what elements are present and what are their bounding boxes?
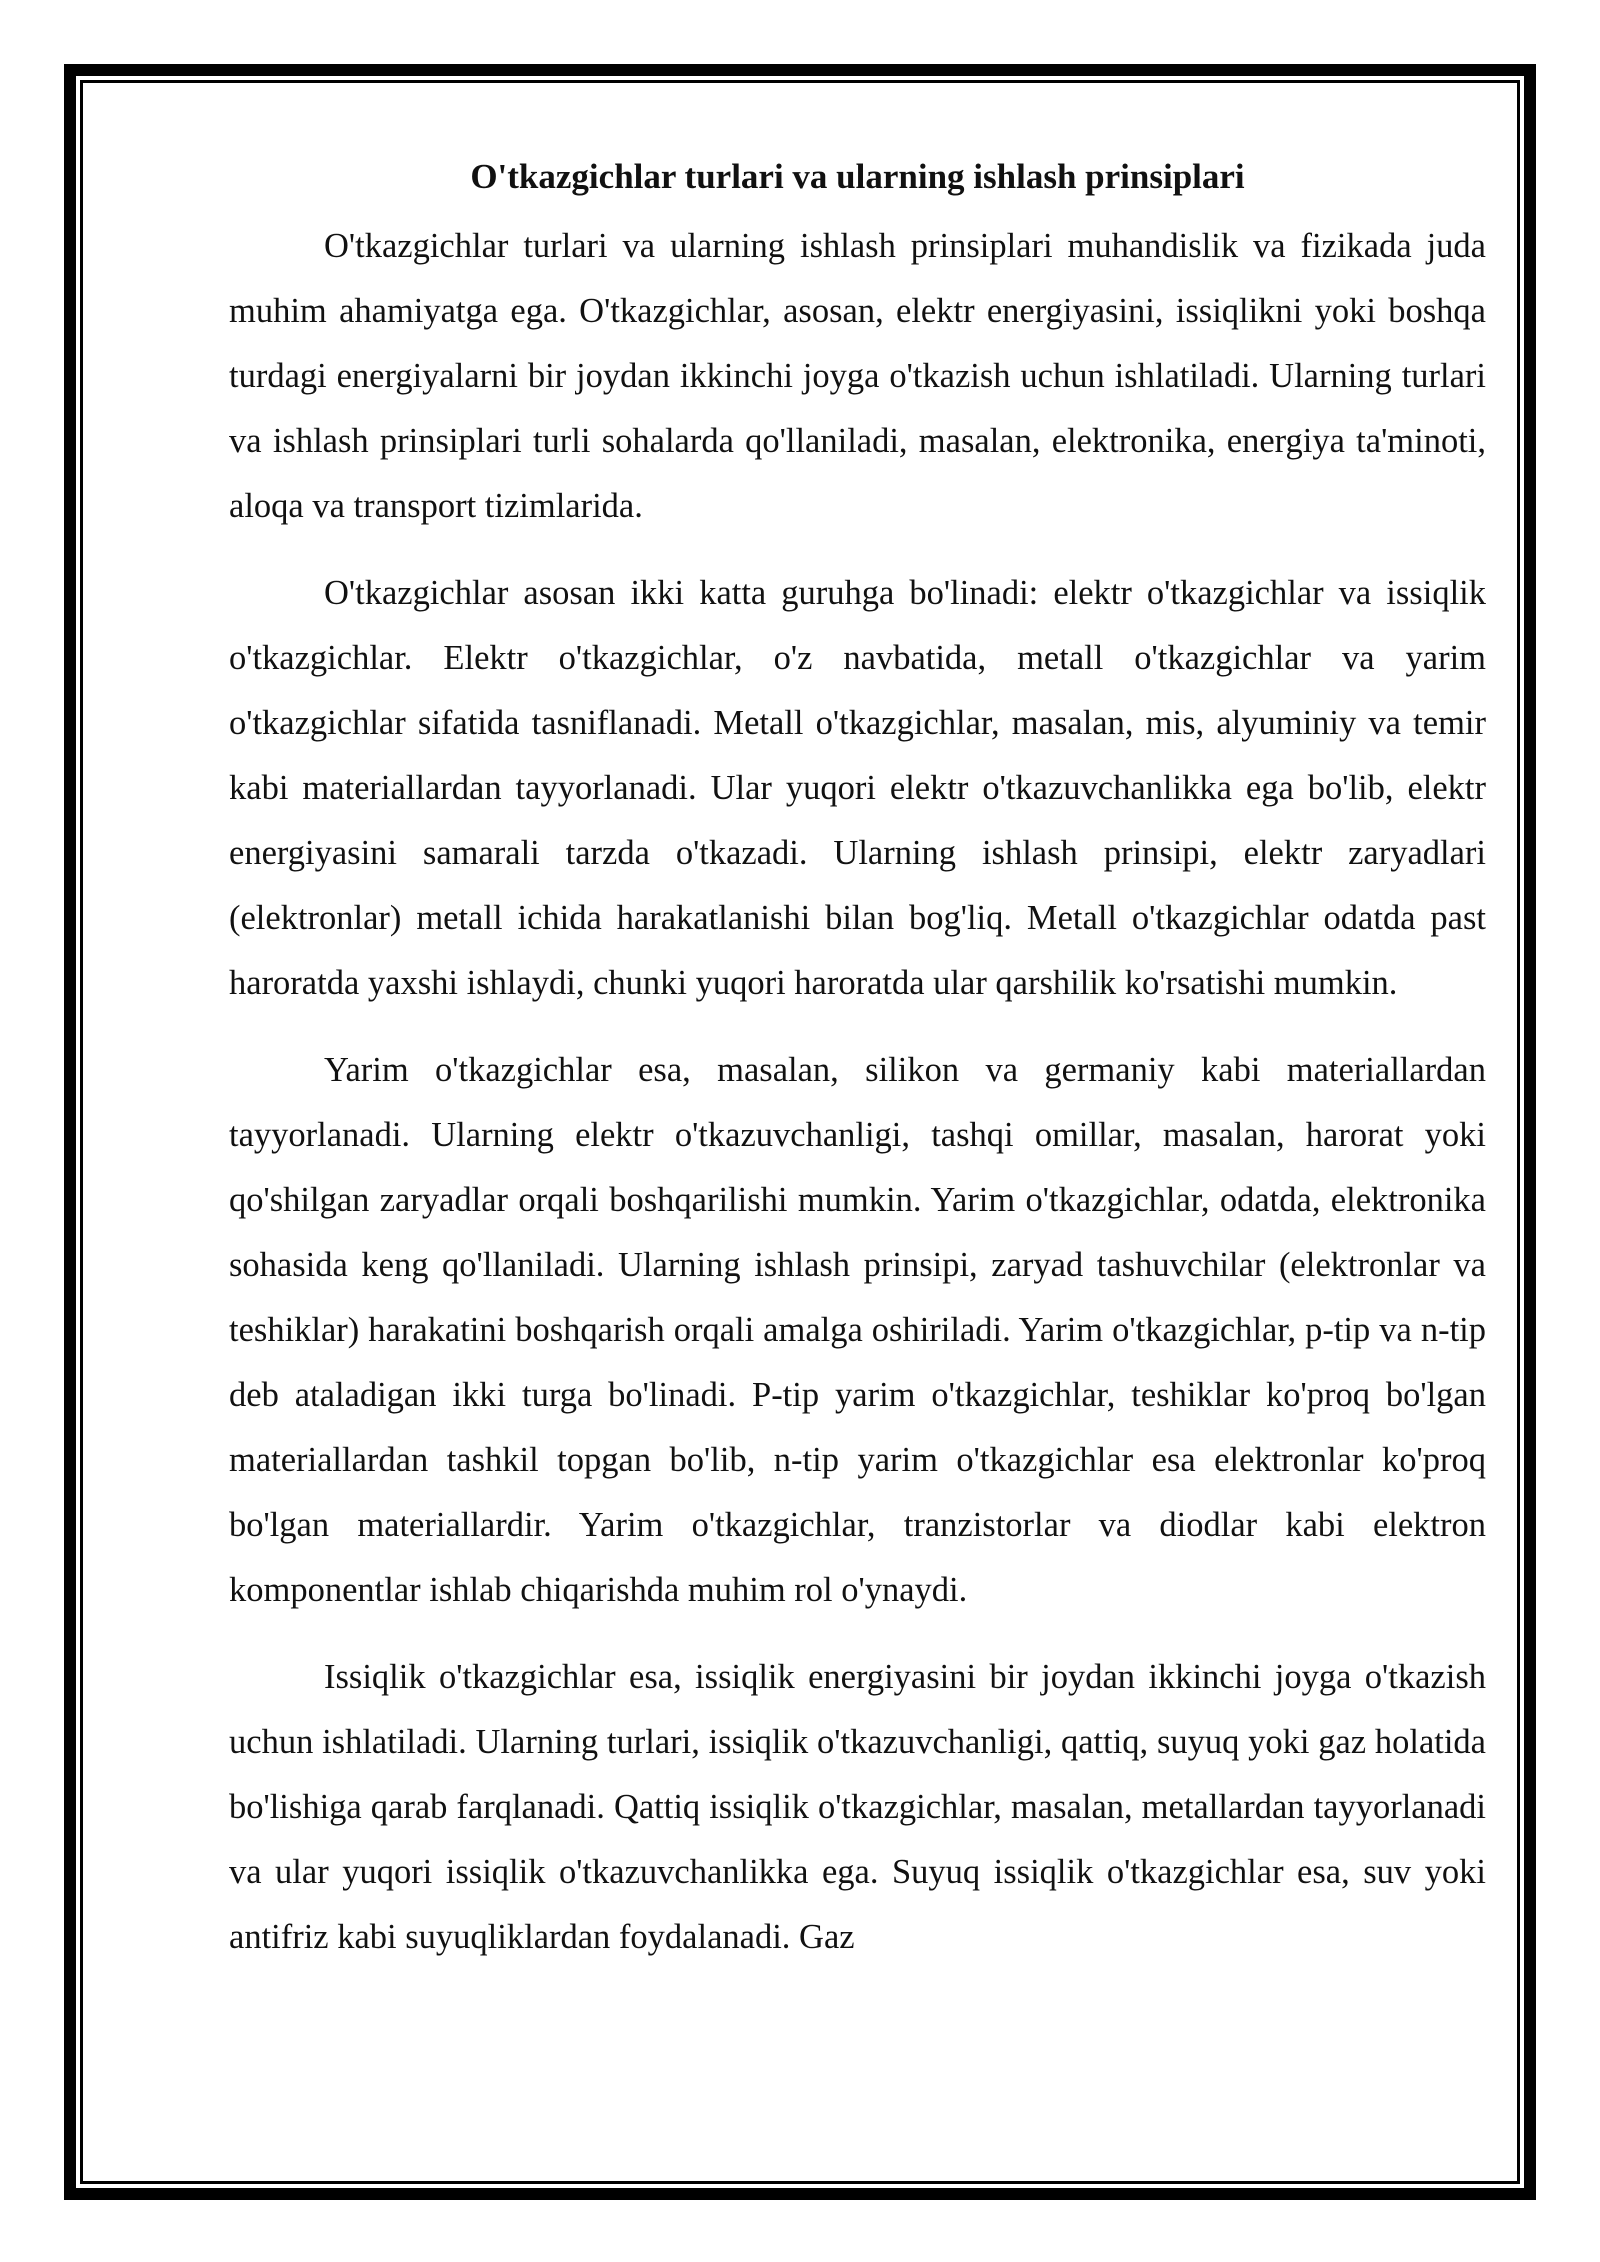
- paragraph: O'tkazgichlar asosan ikki katta guruhga bo'linadi: elektr o'tkazgichlar va issiqlik o'tkazgichlar. Elektr o'tkazgichlar, o'z navbatida, metall o'tkazgichlar va yarim o'tkazgichlar sifatida tasniflanadi. Metall o'tkazgichlar, masalan, mis, alyuminiy va temir kabi materiallardan tayyorlanadi. Ular yuqori elektr o'tkazuvchanlikka ega bo'lib, elektr energiyasini samarali tarzda o'tkazadi. Ularning ishlash prinsipi, elektr zaryadlari (elektronlar) metall ichida harakatlanishi bilan bog'liq. Metall o'tkazgichlar odatda past haroratda yaxshi ishlaydi, chunki yuqori haroratda ular qarshilik ko'rsatishi mumkin.: [229, 574, 1486, 1002]
- paragraph: Issiqlik o'tkazgichlar esa, issiqlik energiyasini bir joydan ikkinchi joyga o'tkazish uchun ishlatiladi. Ularning turlari, issiqlik o'tkazuvchanligi, qattiq, suyuq yoki gaz holatida bo'lishiga qarab farqlanadi. Qattiq issiqlik o'tkazgichlar, masalan, metallardan tayyorlanadi va ular yuqori issiqlik o'tkazuvchanlikka ega. Suyuq issiqlik o'tkazgichlar esa, suv yoki antifriz kabi suyuqliklardan foydalanadi. Gaz: [229, 1658, 1486, 1956]
- document-body: [229, 150, 1486, 1992]
- paragraph: O'tkazgichlar turlari va ularning ishlash prinsiplari muhandislik va fizikada juda muhim ahamiyatga ega. O'tkazgichlar, asosan, elektr energiyasini, issiqlikni yoki boshqa turdagi energiyalarni bir joydan ikkinchi joyga o'tkazish uchun ishlatiladi. Ularning turlari va ishlash prinsiplari turli sohalarda qo'llaniladi, masalan, elektronika, energiya ta'minoti, aloqa va transport tizimlarida.: [229, 227, 1486, 525]
- document-title: O'tkazgichlar turlari va ularning ishlash prinsiplari: [470, 157, 1245, 196]
- paragraph: Yarim o'tkazgichlar esa, masalan, silikon va germaniy kabi materiallardan tayyorlanadi. Ularning elektr o'tkazuvchanligi, tashqi omillar, masalan, harorat yoki qo'shilgan zaryadlar orqali boshqarilishi mumkin. Yarim o'tkazgichlar, odatda, elektronika sohasida keng qo'llaniladi. Ularning ishlash prinsipi, zaryad tashuvchilar (elektronlar va teshiklar) harakatini boshqarish orqali amalga oshiriladi. Yarim o'tkazgichlar, p-tip va n-tip deb ataladigan ikki turga bo'linadi. P-tip yarim o'tkazgichlar, teshiklar ko'proq bo'lgan materiallardan tashkil topgan bo'lib, n-tip yarim o'tkazgichlar esa elektronlar ko'proq bo'lgan materiallardir. Yarim o'tkazgichlar, tranzistorlar va diodlar kabi elektron komponentlar ishlab chiqarishda muhim rol o'ynaydi.: [229, 1051, 1486, 1609]
